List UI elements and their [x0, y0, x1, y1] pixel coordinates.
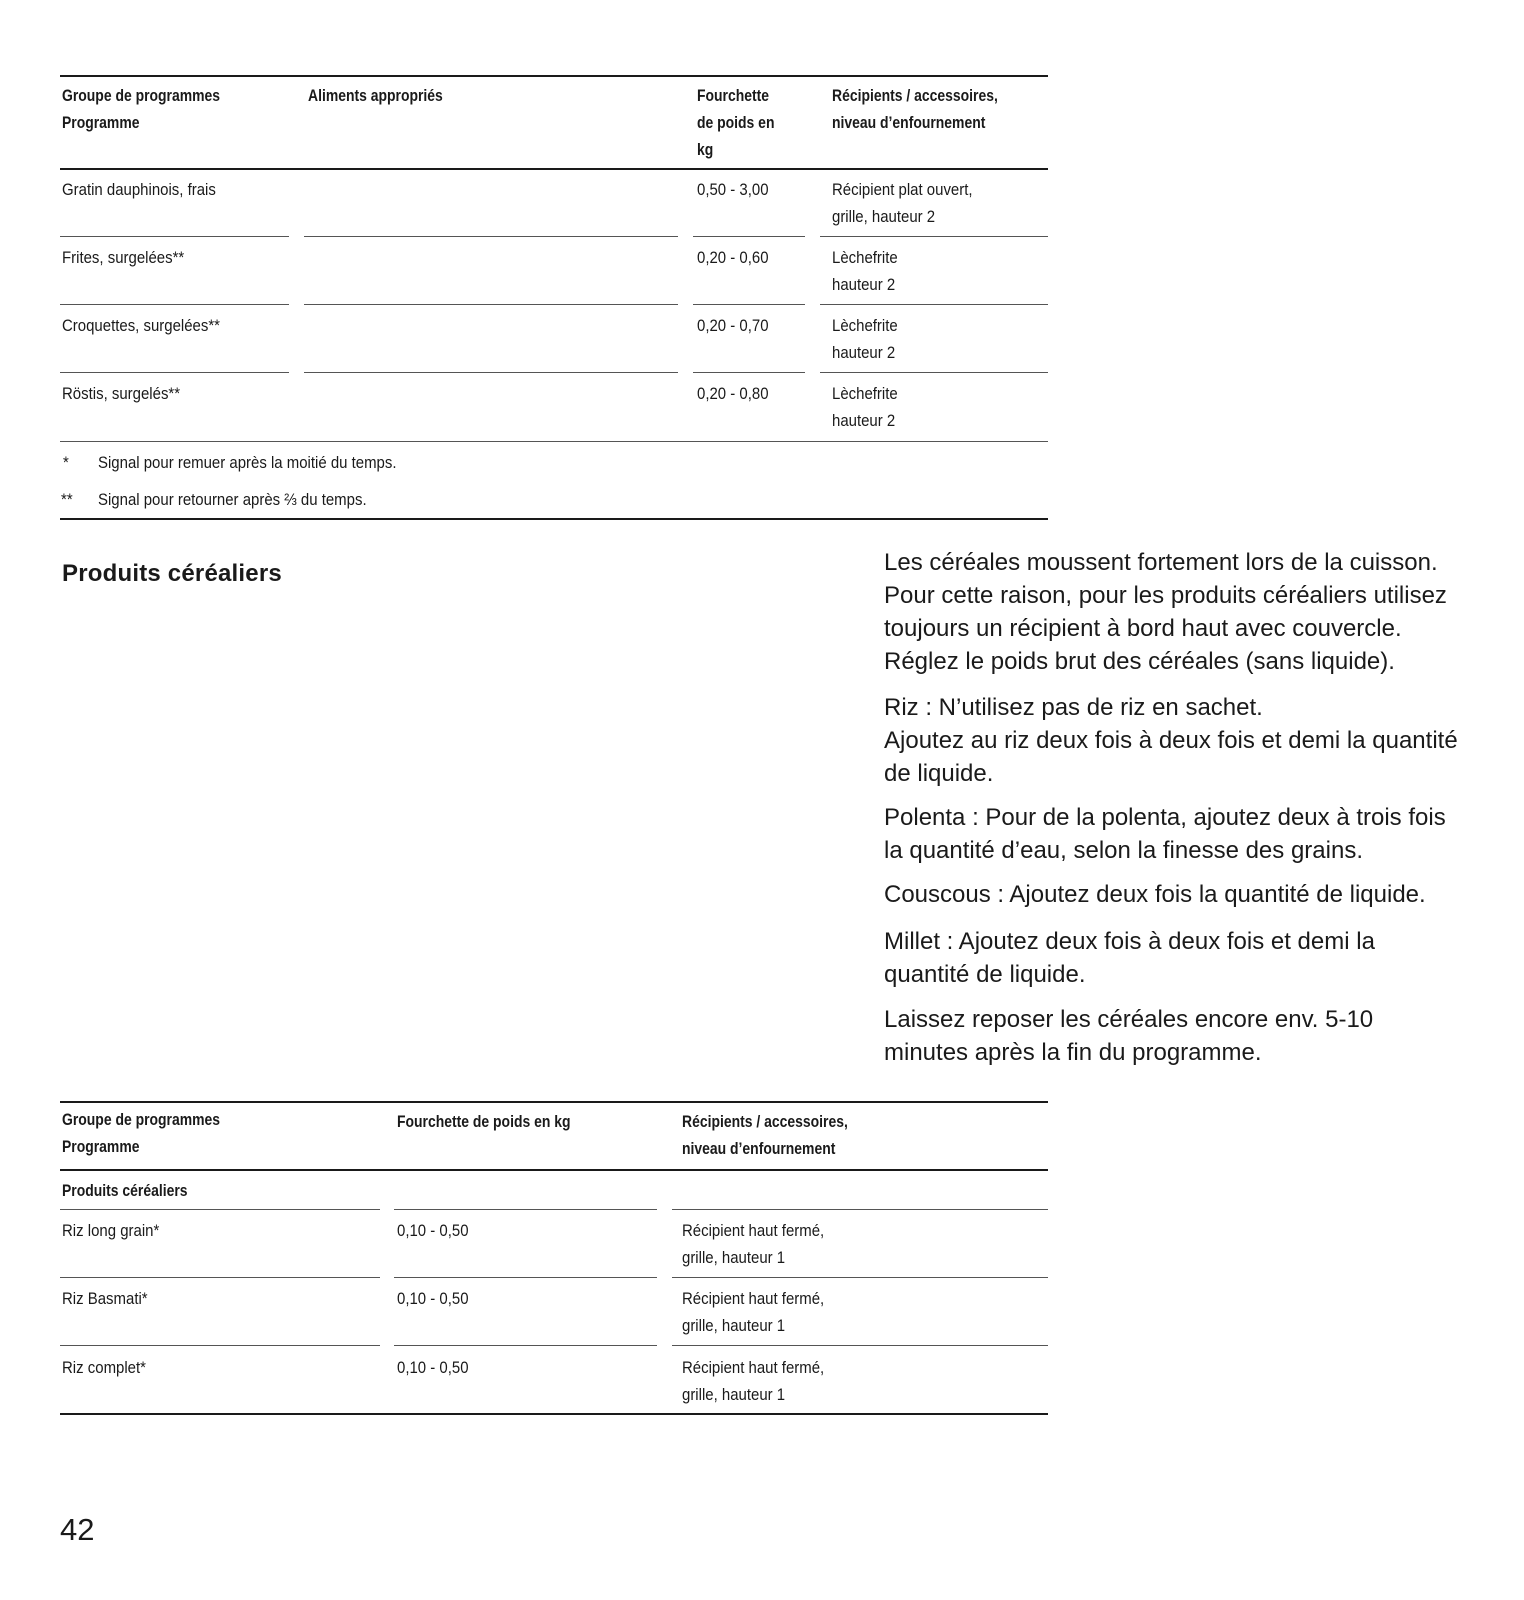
- paragraph: [884, 546, 1524, 678]
- cell-container-line2: grille, hauteur 1: [682, 1248, 786, 1267]
- cell-container: [832, 380, 898, 434]
- page-number: 42: [60, 1512, 95, 1547]
- header-weight-line1: Fourchette: [697, 86, 770, 105]
- row-divider: [672, 1345, 1048, 1346]
- cell-program: Gratin dauphinois, frais: [62, 180, 216, 199]
- header-group-line1: Groupe de programmes: [62, 1110, 221, 1129]
- header-containers-line1: Récipients / accessoires,: [832, 86, 998, 105]
- row-divider: [672, 1209, 1048, 1210]
- row-divider: [394, 1277, 657, 1278]
- cell-container-line1: Récipient plat ouvert,: [832, 180, 973, 199]
- paragraph-line: Les céréales moussent fortement lors de la cuisson.: [884, 549, 1438, 576]
- row-divider: [60, 1345, 380, 1346]
- row-divider: [820, 304, 1048, 305]
- paragraph: [884, 691, 1524, 790]
- row-divider: [820, 372, 1048, 373]
- footnote-text: Signal pour retourner après ⅔ du temps.: [98, 490, 367, 509]
- cell-container: [682, 1285, 824, 1339]
- row-divider: [60, 304, 289, 305]
- cell-container: [832, 176, 973, 230]
- cell-container-line1: Lèchefrite: [832, 248, 898, 267]
- group-label: Produits céréaliers: [62, 1181, 188, 1200]
- row-divider: [693, 236, 805, 237]
- header-group-line2: Programme: [62, 1137, 140, 1156]
- table-footer-divider: [60, 441, 1048, 442]
- cell-weight: 0,10 - 0,50: [397, 1358, 469, 1377]
- paragraph: [884, 1003, 1524, 1069]
- header-weight: [697, 82, 774, 163]
- cell-container-line1: Récipient haut fermé,: [682, 1358, 825, 1377]
- paragraph-line: Riz : N’utilisez pas de riz en sachet.: [884, 694, 1263, 721]
- cell-weight: 0,20 - 0,70: [697, 316, 769, 335]
- cell-container-line1: Lèchefrite: [832, 384, 898, 403]
- cell-program: Riz long grain*: [62, 1221, 160, 1240]
- cell-program: Frites, surgelées**: [62, 248, 185, 267]
- row-divider: [304, 236, 678, 237]
- cell-container-line2: grille, hauteur 2: [832, 207, 936, 226]
- paragraph-line: minutes après la fin du programme.: [884, 1039, 1262, 1066]
- header-containers-line2: niveau d’enfournement: [682, 1139, 836, 1158]
- row-divider: [394, 1209, 657, 1210]
- paragraph-line: Polenta : Pour de la polenta, ajoutez deux à trois fois: [884, 804, 1446, 831]
- cell-weight: 0,20 - 0,80: [697, 384, 769, 403]
- header-foods: [308, 82, 443, 109]
- paragraph-line: Réglez le poids brut des céréales (sans liquide).: [884, 648, 1395, 675]
- table-header-rule: [60, 168, 1048, 170]
- row-divider: [820, 236, 1048, 237]
- paragraph: [884, 925, 1524, 991]
- row-divider: [60, 1209, 380, 1210]
- cell-container-line2: hauteur 2: [832, 275, 896, 294]
- cell-container-line2: hauteur 2: [832, 343, 896, 362]
- header-group: [62, 1106, 220, 1160]
- row-divider: [60, 372, 289, 373]
- paragraph: [884, 801, 1524, 867]
- cell-program: Riz complet*: [62, 1358, 146, 1377]
- row-divider: [394, 1345, 657, 1346]
- row-divider: [60, 236, 289, 237]
- table-top-rule: [60, 1101, 1048, 1103]
- cell-container-line1: Récipient haut fermé,: [682, 1289, 825, 1308]
- footnote-text: Signal pour remuer après la moitié du temps.: [98, 453, 397, 472]
- header-weight-line2: de poids en: [697, 113, 775, 132]
- table-bottom-rule: [60, 1413, 1048, 1415]
- paragraph-line: Pour cette raison, pour les produits céréaliers utilisez: [884, 582, 1447, 609]
- header-containers: [682, 1108, 848, 1162]
- header-weight: [397, 1108, 571, 1135]
- table-top-rule: [60, 75, 1048, 77]
- footnote-mark: **: [61, 490, 73, 509]
- cell-weight: 0,10 - 0,50: [397, 1221, 469, 1240]
- paragraph-line: quantité de liquide.: [884, 961, 1086, 988]
- header-group: [62, 82, 220, 136]
- cell-container: [682, 1217, 824, 1271]
- header-group-line1: Groupe de programmes: [62, 86, 221, 105]
- cell-container-line2: hauteur 2: [832, 411, 896, 430]
- paragraph-line: la quantité d’eau, selon la finesse des grains.: [884, 837, 1363, 864]
- cell-program: Croquettes, surgelées**: [62, 316, 221, 335]
- paragraph-line: toujours un récipient à bord haut avec couvercle.: [884, 615, 1402, 642]
- header-containers: [832, 82, 998, 136]
- cell-container-line1: Lèchefrite: [832, 316, 898, 335]
- row-divider: [304, 304, 678, 305]
- paragraph-line: Couscous : Ajoutez deux fois la quantité de liquide.: [884, 881, 1426, 908]
- cell-weight: 0,10 - 0,50: [397, 1289, 469, 1308]
- paragraph: [884, 878, 1524, 911]
- header-weight-line3: kg: [697, 140, 714, 159]
- header-containers-line1: Récipients / accessoires,: [682, 1112, 848, 1131]
- cell-weight: 0,20 - 0,60: [697, 248, 769, 267]
- table-header-rule: [60, 1169, 1048, 1171]
- row-divider: [693, 372, 805, 373]
- cell-container: [832, 244, 898, 298]
- section-title: Produits céréaliers: [62, 560, 282, 587]
- footnote-mark: *: [63, 453, 69, 472]
- paragraph-line: Millet : Ajoutez deux fois à deux fois et demi la: [884, 928, 1375, 955]
- header-containers-line2: niveau d’enfournement: [832, 113, 986, 132]
- paragraph-line: de liquide.: [884, 760, 994, 787]
- paragraph-line: Ajoutez au riz deux fois à deux fois et demi la quantité: [884, 727, 1458, 754]
- row-divider: [693, 304, 805, 305]
- header-foods-label: Aliments appropriés: [308, 86, 443, 105]
- cell-container: [682, 1354, 824, 1408]
- cell-weight: 0,50 - 3,00: [697, 180, 769, 199]
- cell-container-line1: Récipient haut fermé,: [682, 1221, 825, 1240]
- row-divider: [60, 1277, 380, 1278]
- cell-program: Riz Basmati*: [62, 1289, 148, 1308]
- table-bottom-rule: [60, 518, 1048, 520]
- header-group-line2: Programme: [62, 113, 140, 132]
- cell-container-line2: grille, hauteur 1: [682, 1385, 786, 1404]
- row-divider: [672, 1277, 1048, 1278]
- cell-program: Röstis, surgelés**: [62, 384, 181, 403]
- header-weight-label: Fourchette de poids en kg: [397, 1112, 571, 1131]
- row-divider: [304, 372, 678, 373]
- paragraph-line: Laissez reposer les céréales encore env. 5-10: [884, 1006, 1374, 1033]
- cell-container: [832, 312, 898, 366]
- cell-container-line2: grille, hauteur 1: [682, 1316, 786, 1335]
